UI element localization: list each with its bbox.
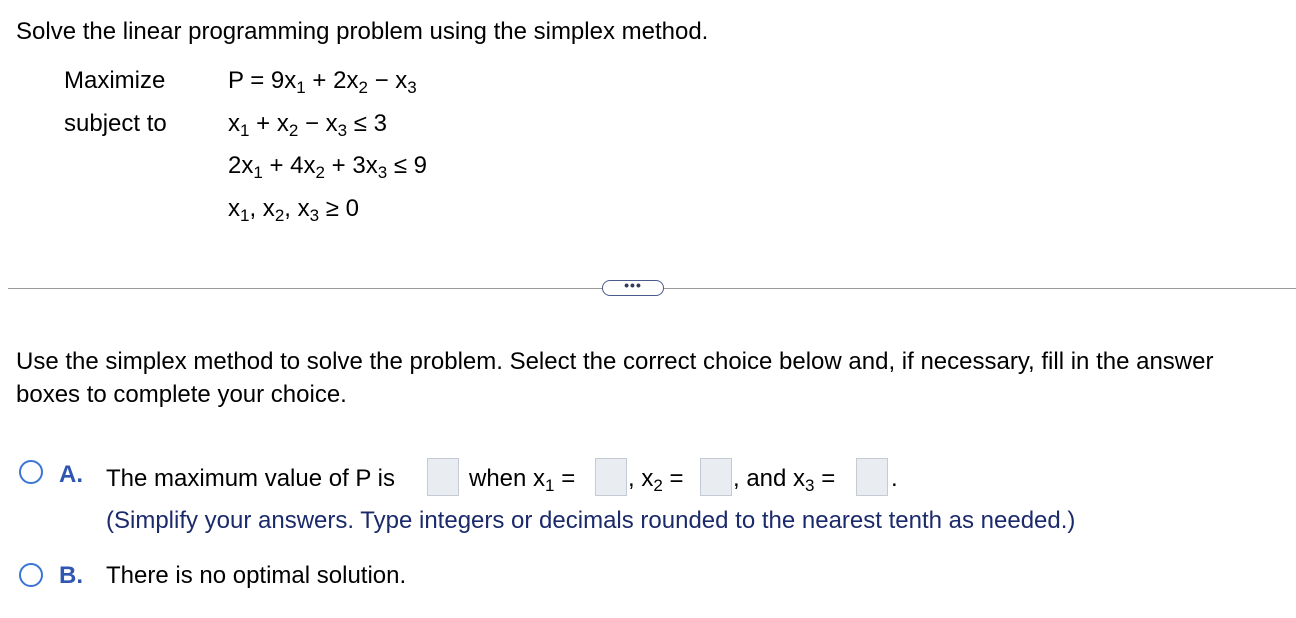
question-title: Solve the linear programming problem using the simplex method. <box>16 18 709 45</box>
constraint-2: $2x_1 + 4x_2 + 3x_3 \le 9$ <box>228 152 428 182</box>
x2-label: , $x_2$ = <box>628 465 684 495</box>
expand-button[interactable] <box>602 277 664 296</box>
choice-a-period: . <box>891 465 898 492</box>
x2-value-input[interactable] <box>700 458 732 496</box>
when-x1-label: when $x_1$ = <box>469 465 576 495</box>
choice-a-text: The maximum value of P is <box>106 465 395 492</box>
objective-function: $P = 9x_1 + 2x_2 - x_3$ <box>228 67 417 97</box>
x3-value-input[interactable] <box>856 458 888 496</box>
ellipsis-icon: ••• <box>624 277 642 293</box>
choice-b-letter: B. <box>59 562 83 589</box>
subject-to-label: subject to <box>64 110 167 137</box>
x3-label: , and $x_3$ = <box>733 465 836 495</box>
constraint-nonnegativity: $x_1$, $x_2$, $x_3 \ge 0$ <box>228 195 359 225</box>
choice-b-text: There is no optimal solution. <box>106 562 407 589</box>
x1-value-input[interactable] <box>595 458 627 496</box>
choice-a-hint: (Simplify your answers. Type integers or decimals rounded to the nearest tenth as needed.) <box>106 507 1076 534</box>
p-value-input[interactable] <box>427 458 459 496</box>
choice-b-radio[interactable] <box>19 563 43 587</box>
instructions-text: Use the simplex method to solve the problem. Select the correct choice below and, if necessary, fill in the answer boxes to complete your choice. <box>16 348 1214 408</box>
maximize-label: Maximize <box>64 67 166 94</box>
constraint-1: $x_1 + x_2 - x_3 \le 3$ <box>228 110 387 140</box>
choice-a-letter: A. <box>59 461 83 488</box>
choice-a-radio[interactable] <box>19 460 43 484</box>
